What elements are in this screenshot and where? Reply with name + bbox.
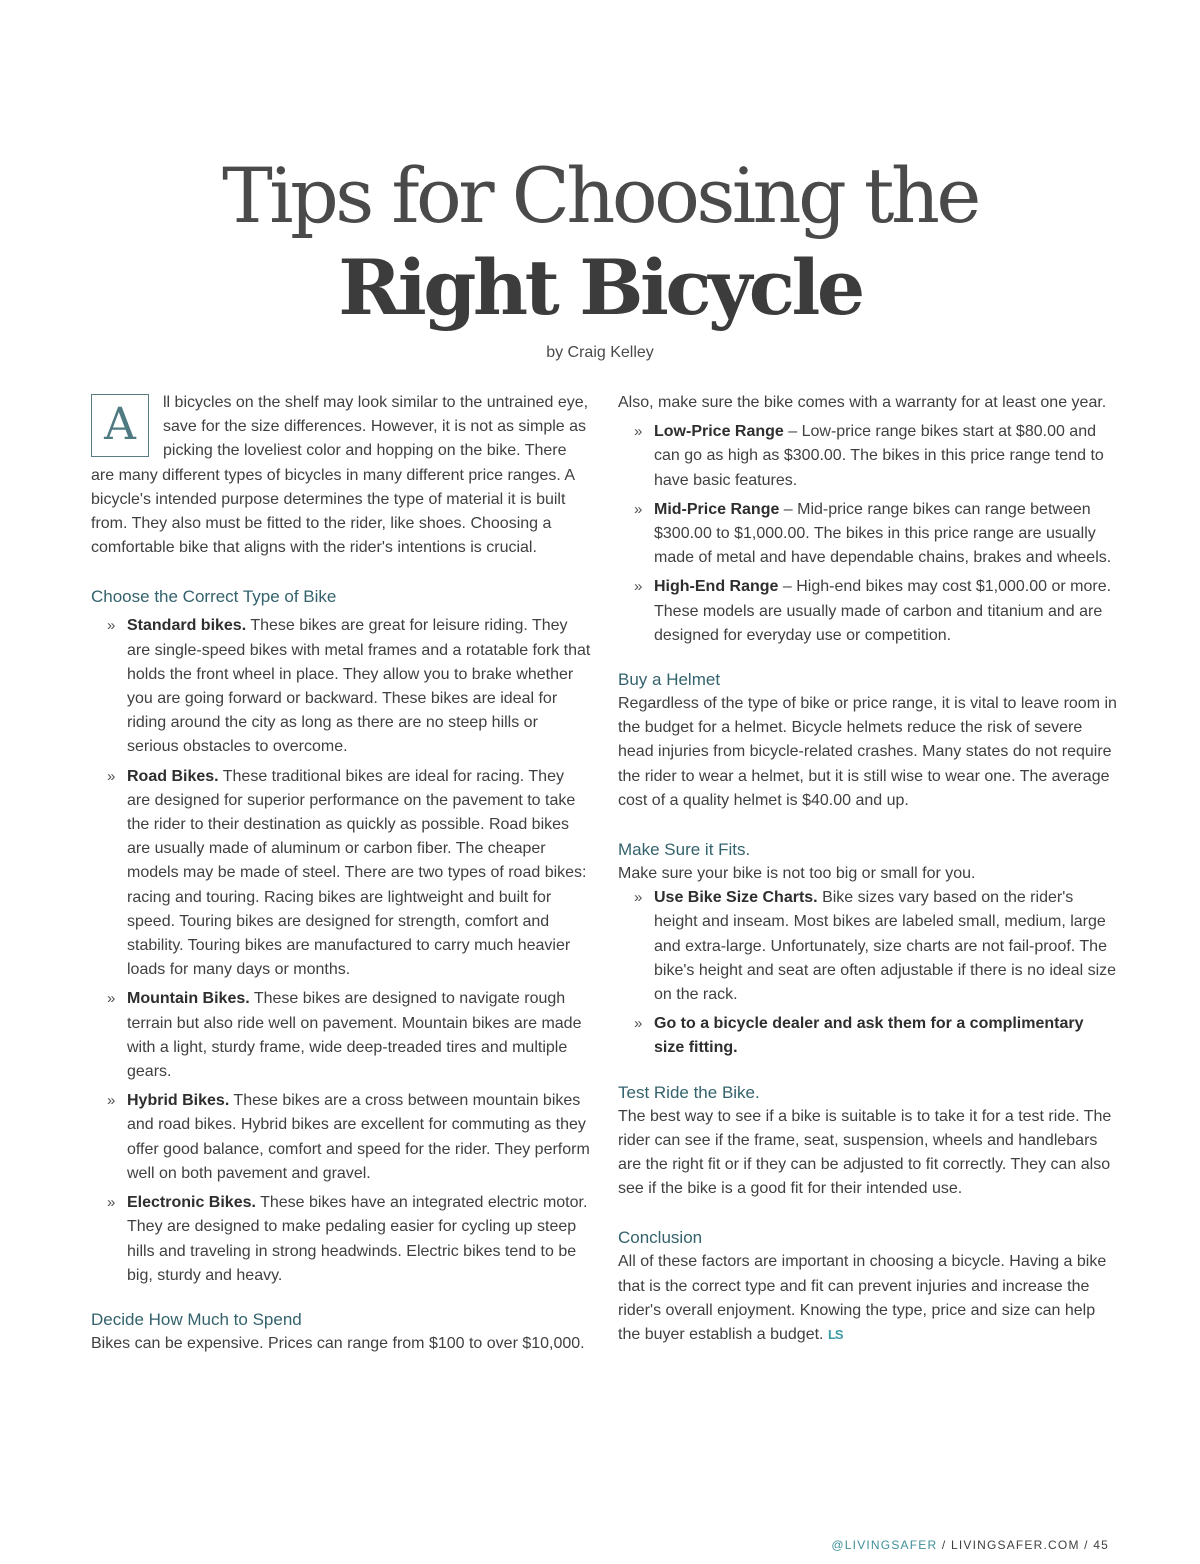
- page-footer: [831, 1538, 1109, 1552]
- page-number: 45: [1093, 1538, 1109, 1552]
- intro-text: ll bicycles on the shelf may look similar to the untrained eye, save for the size differences. However, it is not as simple as picking the loveliest color and hopping on the bike. There are many different types of bicycles in many different price ranges. A bicycle's intended purpose determines the type of material it is built from. They also must be fitted to the rider, like shoes. Choosing a comfortable bike that aligns with the rider's intentions is crucial.: [91, 394, 589, 557]
- right-column: [618, 391, 1118, 1347]
- list-item-term: Low-Price Range: [654, 423, 784, 441]
- list-item-text: These bikes have an integrated electric motor. They are designed to make pedaling easier for cycling up steep hills and traveling in strong headwinds. Electric bikes tend to be big, sturdy and heavy.: [127, 1194, 588, 1284]
- bullet-marker: »: [634, 1015, 643, 1033]
- list-item: [91, 614, 591, 759]
- bullet-marker: »: [107, 1194, 116, 1212]
- title-line-2: Right Bicycle: [338, 243, 862, 332]
- list-item: [618, 498, 1118, 571]
- bike-type-list: [91, 614, 591, 1287]
- list-item: [91, 987, 591, 1084]
- list-item-term: Road Bikes.: [127, 767, 219, 785]
- bullet-marker: »: [107, 767, 116, 785]
- section-heading-spend: Decide How Much to Spend: [91, 1309, 302, 1329]
- list-item-text: – High-end bikes may cost $1,000.00 or more. These models are usually made of carbon and titanium and are designed for everyday use or competition.: [654, 578, 1112, 644]
- list-item: [618, 420, 1118, 493]
- footer-handle: @LIVINGSAFER: [831, 1538, 938, 1552]
- section-heading-conclusion: Conclusion: [618, 1228, 703, 1248]
- conclusion-paragraph: [618, 1250, 1118, 1347]
- title-line-1: Tips for Choosing the: [222, 151, 978, 240]
- list-item-term: Mid-Price Range: [654, 500, 780, 518]
- price-range-list: [618, 420, 1118, 648]
- list-item-term: Hybrid Bikes.: [127, 1092, 230, 1110]
- section-heading-fit: Make Sure it Fits.: [618, 840, 751, 860]
- list-item-term: Standard bikes.: [127, 617, 247, 635]
- list-item-text: – Low-price range bikes start at $80.00 and can go as high as $300.00. The bikes in this price range tend to have basic features.: [654, 423, 1104, 489]
- bullet-marker: »: [107, 990, 116, 1008]
- dropcap: A: [91, 394, 149, 457]
- left-column: [91, 391, 591, 1356]
- spend-text-left: Bikes can be expensive. Prices can range from $100 to over $10,000.: [91, 1334, 585, 1352]
- section-heading-helmet: Buy a Helmet: [618, 670, 721, 690]
- list-item-term: Electronic Bikes.: [127, 1194, 256, 1212]
- list-item: [618, 1012, 1118, 1060]
- helmet-text: Regardless of the type of bike or price range, it is vital to leave room in the budget for a helmet. Bicycle helmets reduce the risk of severe head injuries from bicycle-related crashes. Many states do not require the rider to wear a helmet, but it is still wise to wear one. The average cost of a quality helmet is $40.00 and up.: [618, 695, 1117, 809]
- list-item-text: These bikes are great for leisure riding. They are single-speed bikes with metal frames and a rotatable fork that holds the front wheel in place. They allow you to brake whether you are going forward or backward. These bikes are ideal for riding around the city as long as there are no steep hills or serious obstacles to overcome.: [127, 617, 591, 756]
- list-item-term: Use Bike Size Charts.: [654, 889, 818, 907]
- list-item-text: – Mid-price range bikes can range between $300.00 to $1,000.00. The bikes in this price range are usually made of metal and have dependable chains, brakes and wheels.: [654, 500, 1112, 567]
- list-item: [91, 765, 591, 983]
- bullet-marker: »: [107, 617, 116, 635]
- list-item: [618, 575, 1118, 648]
- list-item-text: These traditional bikes are ideal for racing. They are designed for superior performance on the pavement to take the rider to their destination as quickly as possible. Road bikes are usually made of aluminum or carbon fiber. The cheaper models may be made of steel. There are two types of road bikes: racing and touring. Racing bikes are lightweight and built for speed. Touring bikes are designed for strength, comfort and stability. Touring bikes are manufactured to carry much heavier loads for many days or months.: [127, 767, 587, 979]
- bullet-marker: »: [634, 500, 643, 518]
- conclusion-text: All of these factors are important in choosing a bicycle. Having a bike that is the correct type and fit can prevent injuries and increase the rider's overall enjoyment. Knowing the type, price and size can help the buyer establish a budget.: [618, 1253, 1107, 1344]
- fit-list: [618, 886, 1118, 1060]
- list-item-text: Bike sizes vary based on the rider's height and inseam. Most bikes are labeled small, medium, large and extra-large. Unfortunately, size charts are not fail-proof. The bike's height and seat are often adjustable if there is no ideal size on the rack.: [654, 889, 1117, 1004]
- byline: by Craig Kelley: [546, 344, 654, 361]
- footer-separator: /: [1079, 1538, 1094, 1552]
- footer-site: LIVINGSAFER.COM: [950, 1538, 1080, 1552]
- section-heading-type: Choose the Correct Type of Bike: [91, 587, 337, 607]
- bullet-marker: »: [107, 1092, 116, 1110]
- spend-text-right: Also, make sure the bike comes with a warranty for at least one year.: [618, 394, 1107, 411]
- test-text: The best way to see if a bike is suitable is to take it for a test ride. The rider can see if the frame, seat, suspension, wheels and handlebars are the right fit or if they can be adjusted to fit correctly. They can also see if the bike is a good fit for their intended use.: [618, 1107, 1112, 1198]
- bullet-marker: »: [634, 889, 643, 907]
- list-item: [91, 1089, 591, 1186]
- end-mark-logo: LS: [827, 1327, 843, 1343]
- list-item-term: Mountain Bikes.: [127, 990, 250, 1008]
- list-item-term: High-End Range: [654, 578, 779, 596]
- bullet-marker: »: [634, 578, 643, 596]
- list-item-text: These bikes are designed to navigate rough terrain but also ride well on pavement. Mountain bikes are made with a light, sturdy frame, wide deep-treaded tires and multiple gears.: [127, 990, 582, 1081]
- list-item: [91, 1191, 591, 1288]
- list-item-term: Go to a bicycle dealer and ask them for a complimentary size fitting.: [654, 1015, 1084, 1057]
- fit-text: Make sure your bike is not too big or small for you.: [618, 865, 976, 883]
- list-item: [618, 886, 1118, 1007]
- bullet-marker: »: [634, 423, 643, 441]
- footer-separator: /: [937, 1538, 951, 1552]
- list-item-text: These bikes are a cross between mountain bikes and road bikes. Hybrid bikes are excellent for commuting as they offer good balance, comfort and speed for the rider. They perform well on both pavement and gravel.: [127, 1092, 590, 1182]
- article-title: [0, 150, 1200, 334]
- section-heading-test: Test Ride the Bike.: [618, 1082, 760, 1102]
- intro-paragraph: [91, 391, 591, 560]
